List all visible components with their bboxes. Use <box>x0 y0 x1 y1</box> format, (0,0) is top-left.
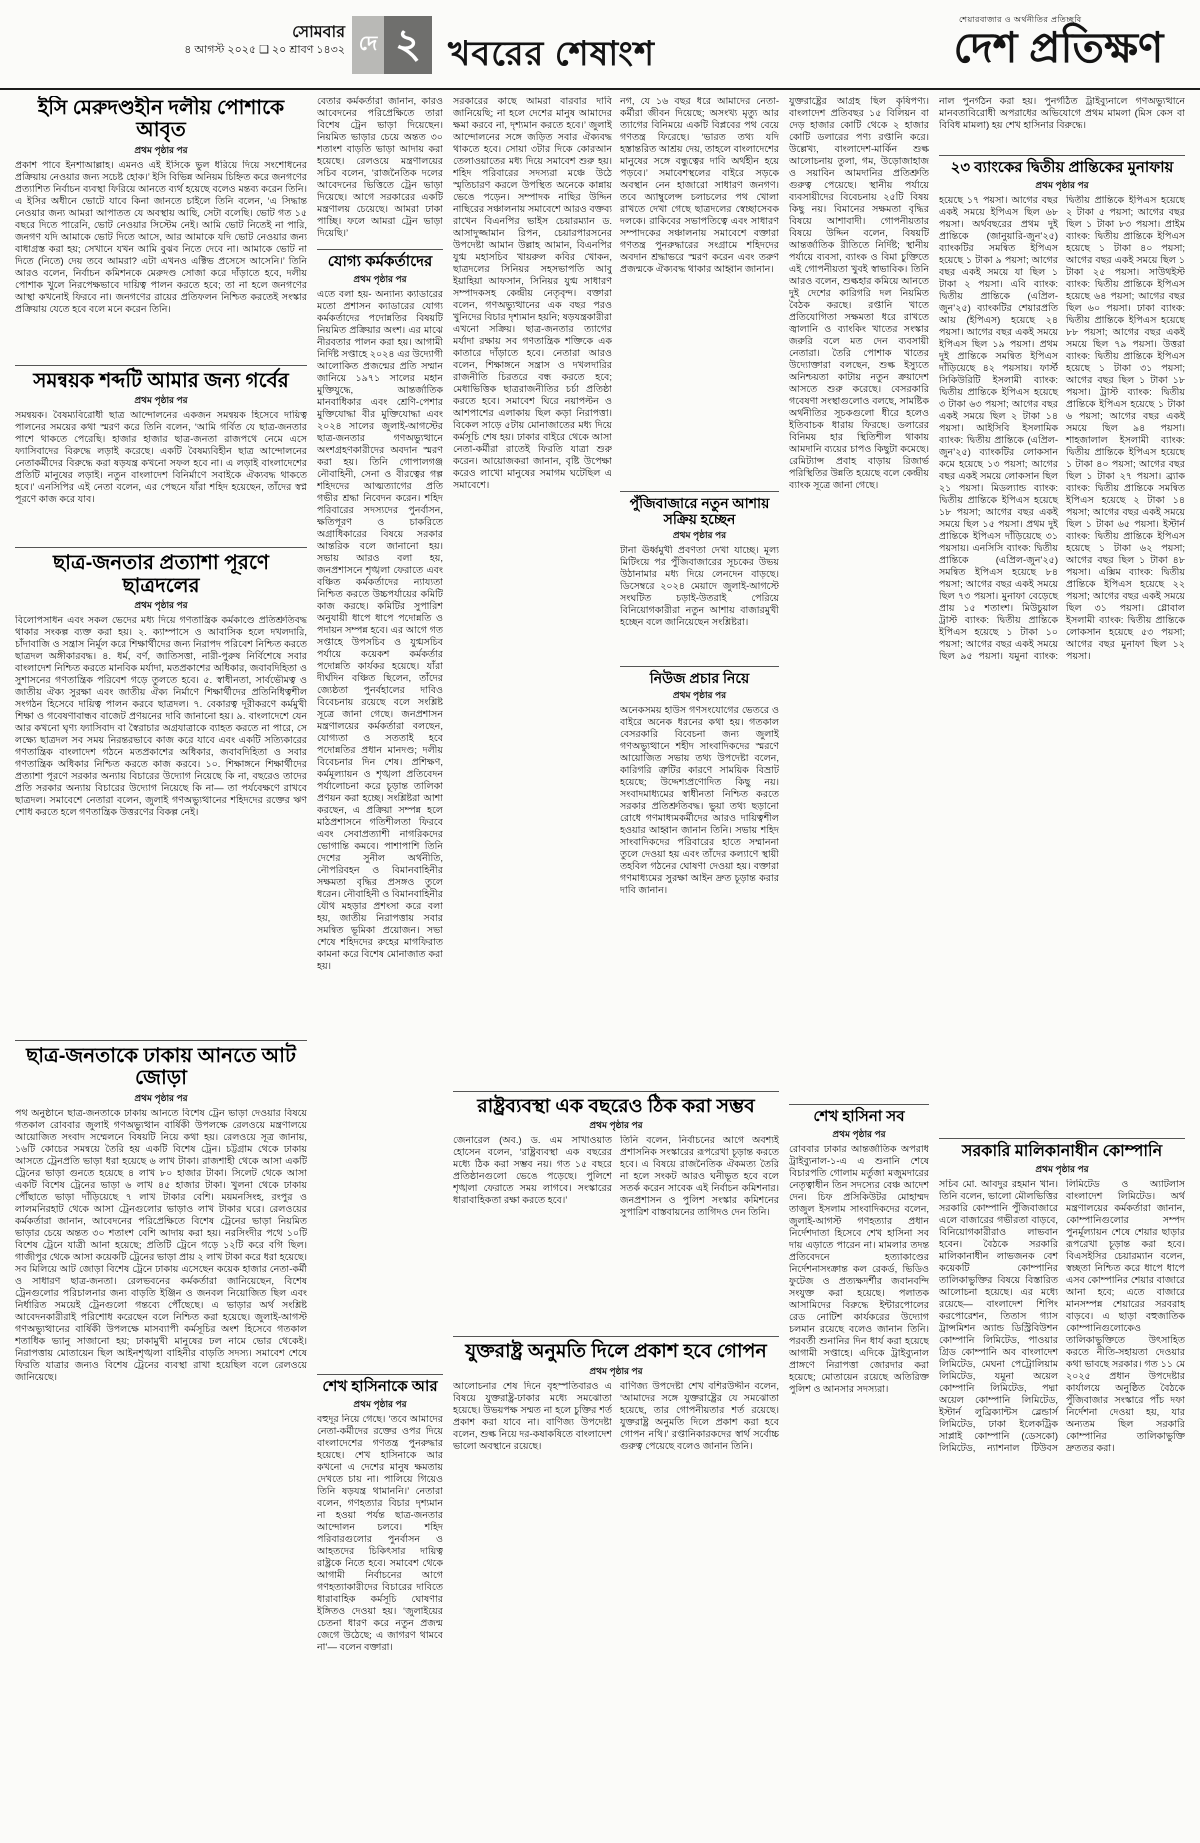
article-rastro <box>453 1091 779 1135</box>
article-body: তিনি বলেন, নির্বাচনের আগে অবশ্যই প্রশাসনিক সংস্কারের রূপরেখা চূড়ান্ত করতে হবে। এ বিষয়ে রাজনৈতিক ঐকমত্য তৈরি না হলে সংকট আরও ঘনীভূত হবে বলে সতর্ক করেন সাবেক এই নির্বাচন কমিশনার। জনপ্রশাসন ও পুলিশ সংস্কার কমিশনের সুপারিশ বাস্তবায়নের তাগিদও দেন তিনি। <box>620 1135 779 1219</box>
article-headline: শেখ হাসিনা সব <box>813 1108 905 1125</box>
continued-from-page-1-label: প্রথম পৃষ্ঠার পর <box>589 1120 643 1131</box>
article-headline: ২৩ ব্যাংকের দ্বিতীয় প্রান্তিকের মুনাফায় <box>950 159 1174 176</box>
section-title: খবরের শেষাংশ <box>448 35 656 73</box>
masthead <box>931 14 1186 71</box>
article-jogyo <box>317 249 443 1371</box>
article-headline: যুক্তরাষ্ট্র অনুমতি দিলে প্রকাশ হবে গোপন <box>465 1341 767 1363</box>
column-3-4 <box>453 96 779 1831</box>
article-somonnoyok <box>15 365 307 544</box>
sub-column-4 <box>620 96 779 1088</box>
article-body: টানা ঊর্ধ্বমুখী প্রবণতা দেখা যাচ্ছে। মূল্য মিটিংয়ে পর পুঁজিবাজারের সূচকের উভয় উঠানামার মধ্য দিয়ে লেনদেন বাড়ছে। ডিসেম্বরে ২০২৪ মেয়াদে জুলাই-আগস্টে সংঘটিত চড়াই-উতরাই পেরিয়ে বিনিয়োগকারীরা নতুন আশায় বাজারমুখী হচ্ছেন বলে জানিয়েছেন সংশ্লিষ্টরা। <box>620 545 779 629</box>
article-jukto <box>453 1336 779 1380</box>
article-body: বাণিজ্য উপদেষ্টা শেখ বশিরউদ্দীন বলেন, ‘আমাদের সঙ্গে যুক্তরাষ্ট্রের যে সমঝোতা হয়েছে, তার গোপনীয়তার শর্ত রয়েছে। যুক্তরাষ্ট্র অনুমতি দিলে প্রকাশ করা হবে গোপন নথি।’ রপ্তানিকারকদের স্বার্থ সর্বোচ্চ গুরুত্ব পেয়েছে বলেও জানান তিনি। <box>620 1380 779 1452</box>
article-train <box>15 1040 307 1831</box>
article-sarkari <box>939 1138 1185 1831</box>
article-headline: যোগ্য কর্মকর্তাদের <box>327 253 433 270</box>
article-body: পথ অনুষ্ঠানে ছাত্র-জনতাকে ঢাকায় আনতে বিশেষ ট্রেন ভাড়া দেওয়ার বিষয়ে গতকাল রোববার জুলাই গণঅভ্যুত্থান বার্ষিকী উপলক্ষে রেলওয়ে মন্ত্রণালয়ে আয়োজিত সংবাদ সম্মেলনে বিষয়টি নিয়ে কথা হয়। রেলওয়ে সূত্র জানায়, ১৬টি কোচের সমন্বয়ে তৈরি হয় একটি বিশেষ ট্রেন। চট্টগ্রাম থেকে ঢাকায় আসতে ট্রেনপ্রতি ভাড়া ধরা হয়েছে ৬ লাখ টাকা। রাজশাহী থেকে আসা একটি ট্রেনের ভাড়া গুনতে হয়েছে ৪ লাখ ৮০ হাজার টাকা। সিলেট থেকে আসা একটি বিশেষ ট্রেনের ভাড়া ৬ লাখ ৪৫ হাজার টাকা। খুলনা থেকে ঢাকায় পৌঁছাতে ভাড়া দাঁড়িয়েছে ৭ লাখ টাকার বেশি। ময়মনসিংহ, রংপুর ও লালমনিরহাট থেকে আসা ট্রেনগুলোর ভাড়াও লাখ টাকার ঘরে। রেলওয়ের কর্মকর্তারা জানান, আবেদনের পরিপ্রেক্ষিতে বিশেষ ট্রেনের ভাড়া নিয়মিত ভাড়ার চেয়ে অন্তত ৩০ শতাংশ বেশি আদায় করা হয়। নরসিংদীর পথে ১০টি বিশেষ ট্রেনে যাত্রী আনা হয়েছে; প্রতিটি ট্রেনে গড়ে ১২টি করে বগি ছিল। গাজীপুর থেকে আসা কয়েকটি ট্রেনের ভাড়া প্রায় ২ লাখ টাকা করে ধরা হয়েছে। সব মিলিয়ে আট জোড়া বিশেষ ট্রেনে ঢাকায় এসেছেন কয়েক হাজার নেতা-কর্মী ও সাধারণ ছাত্র-জনতা। রেলভবনের কর্মকর্তারা জানিয়েছেন, বিশেষ ট্রেনগুলোর পরিচালনার জন্য বাড়তি ইঞ্জিন ও জনবল নিয়োজিত ছিল এবং নির্ধারিত সময়েই ট্রেনগুলো গন্তব্যে পৌঁছেছে। এ ভাড়ার অর্থ সংশ্লিষ্ট আবেদনকারীরাই পরিশোধ করেছেন বলে নিশ্চিত করা হয়েছে। জুলাই-আগস্ট গণঅভ্যুত্থানের বার্ষিকী উপলক্ষে মাসব্যাপী কর্মসূচির অংশ হিসেবে গতকাল শতাধিক ভ্যানু সাজানো হয়; ঢাকামুখী মানুষের ঢল নামে ভোর থেকেই। নিরাপত্তায় মোতায়েন ছিল আইনশৃঙ্খলা বাহিনীর বাড়তি সদস্য। সমাবেশ শেষে ফিরতি যাত্রার জন্যও বিশেষ ট্রেনের ব্যবস্থা রাখা হয়েছিল বলে রেলওয়ে জানিয়েছে। <box>15 1107 307 1383</box>
continued-from-page-1-label: প্রথম পৃষ্ঠার পর <box>672 690 727 701</box>
page-number: ২ <box>384 16 432 74</box>
article-body: অনেকসময় হাউস গণসংযোগের ভেতরে ও বাইরে অনেক ধরনের কথা হয়। গতকাল বেসরকারি বিবেচনা জন্য জুলাই গণঅভ্যুত্থানে শহীদ সাংবাদিকদের স্মরণে আয়োজিত সভায় তথ্য উপদেষ্টা বলেন, কারিগরি ত্রুটির কারণে সাময়িক বিভ্রাট হয়েছে; উদ্দেশ্যপ্রণোদিত কিছু নয়। সংবাদমাধ্যমের স্বাধীনতা নিশ্চিত করতে সরকার প্রতিশ্রুতিবদ্ধ। ভুয়া তথ্য ছড়ানো রোধে গণমাধ্যমকর্মীদের আরও দায়িত্বশীল হওয়ার আহ্বান জানান তিনি। সভায় শহিদ সাংবাদিকদের পরিবারের হাতে সম্মাননা তুলে দেওয়া হয় এবং তাঁদের কল্যাণে স্থায়ী তহবিল গঠনের ঘোষণা দেওয়া হয়। বক্তারা গণমাধ্যমের সুরক্ষা আইন দ্রুত চূড়ান্ত করার দাবি জানান। <box>620 705 779 897</box>
page-number-badge <box>352 16 432 74</box>
article-body: আলোচনার শেষ দিনে বৃহস্পতিবারও এ বিষয়ে যুক্তরাষ্ট্র-ঢাকার মধ্যে সমঝোতা হয়েছে। উভয়পক্ষ সম্মত না হলে চুক্তির শর্ত প্রকাশ করা যাবে না। বাণিজ্য উপদেষ্টা বলেন, শুল্ক নিয়ে দর-কষাকষিতে বাংলাদেশ ভালো অবস্থানে রয়েছে। <box>453 1380 612 1452</box>
article-headline: ছাত্র-জনতাকে ঢাকায় আনতে আট জোড়া <box>26 1044 296 1090</box>
article-headline: ইসি মেরুদণ্ডহীন দলীয় পোশাকে আবৃত <box>37 97 285 142</box>
article-headline: শেখ হাসিনাকে আর <box>322 1377 438 1395</box>
article-body: এতে বলা হয়- অন্যান্য ক্যাডারের মতো প্রশাসন ক্যাডারের যোগ্য কর্মকর্তাদের পদোন্নতির বিষয়টি নিয়মিত প্রক্রিয়ার অংশ। এর মাঝে নীরবতার পালন করা হয়। আগামী নির্দিষ্ট সপ্তাহে ২০২৪ এর উদ্যোগী আলোকিত প্রজন্মের প্রতি সম্মান জানিয়ে ১৯৭১ সালের মহান মুক্তিযুদ্ধে, আন্তর্জাতিক মানবাধিকার এবং শ্রেণি-পেশার মুক্তিযোদ্ধা বীর মুক্তিযোদ্ধা এবং ২০২৪ সালের জুলাই-আগস্টের ছাত্র-জনতার গণঅভ্যুত্থানে অংশগ্রহণকারীদের অবদান স্মরণ করা হয়। তিনি গোপালগঞ্জ নৌবাহিনী, সেনা ও বীরত্বের গল্প শহিদদের আত্মত্যাগের প্রতি গভীর শ্রদ্ধা নিবেদন করেন। শহিদ পরিবারের সদস্যদের পুনর্বাসন, ক্ষতিপূরণ ও চাকরিতে অগ্রাধিকারের বিষয়ে সরকার আন্তরিক বলে জানানো হয়। সভায় আরও বলা হয়, জনপ্রশাসনে শৃঙ্খলা ফেরাতে এবং বঞ্চিত কর্মকর্তাদের ন্যায্যতা নিশ্চিত করতে উচ্চপর্যায়ের কমিটি কাজ করছে। কমিটির সুপারিশ অনুযায়ী ধাপে ধাপে পদোন্নতি ও পদায়ন সম্পন্ন হবে। এর আগে গত সপ্তাহে উপসচিব ও যুগ্মসচিব পর্যায়ে কয়েকশ কর্মকর্তার পদোন্নতি কার্যকর হয়েছে। যাঁরা দীর্ঘদিন বঞ্চিত ছিলেন, তাঁদের জ্যেষ্ঠতা পুনর্বহালের দাবিও বিবেচনায় রয়েছে বলে সংশ্লিষ্ট সূত্রে জানা গেছে। জনপ্রশাসন মন্ত্রণালয়ের কর্মকর্তারা বলছেন, যোগ্যতা ও সততাই হবে পদোন্নতির প্রধান মানদণ্ড; দলীয় বিবেচনার দিন শেষ। প্রশিক্ষণ, কর্মমূল্যায়ন ও শৃঙ্খলা প্রতিবেদন পর্যালোচনা করে চূড়ান্ত তালিকা প্রণয়ন করা হচ্ছে। সংশ্লিষ্টরা আশা করছেন, এ প্রক্রিয়া সম্পন্ন হলে মাঠপ্রশাসনে গতিশীলতা ফিরবে এবং সেবাপ্রত্যাশী নাগরিকদের ভোগান্তি কমবে। পাশাপাশি তিনি দেশের সুনীল অর্থনীতি, নৌপরিবহন ও বিমানবাহিনীর সক্ষমতা বৃদ্ধির প্রসঙ্গও তুলে ধরেন। নৌবাহিনী ও বিমানবাহিনীর যৌথ মহড়ার প্রশংসা করে বলা হয়, জাতীয় নিরাপত্তায় সবার সমন্বিত ভূমিকা প্রয়োজন। সভা শেষে শহিদদের রুহের মাগফিরাত কামনা করে বিশেষ মোনাজাত করা হয়। <box>317 288 443 972</box>
article-headline: সমন্বয়ক শব্দটি আমার জন্য গর্বের <box>33 369 289 392</box>
continued-from-page-1-label: প্রথম পৃষ্ঠার পর <box>353 273 407 284</box>
continued-from-page-1-label: প্রথম পৃষ্ঠার পর <box>672 530 727 541</box>
article-pujibazar <box>620 491 779 663</box>
header-rule <box>0 88 1200 90</box>
column-lead-body: সরকারের কাছে আমরা বারবার দাবি জানিয়েছি; না হলে দেশের মানুষ আমাদের ক্ষমা করবে না, দৃশ্যমান করতে হবে।’ জুলাই আন্দোলনের সঙ্গে জড়িত সবার ঐক্যবদ্ধ থাকতে হবে। সোয়া ৩টার দিকে কোরআন তেলাওয়াতের মধ্য দিয়ে সমাবেশ শুরু হয়। শহিদ পরিবারের সদস্যরা মঞ্চে উঠে স্মৃতিচারণ করলে উপস্থিত অনেকে কান্নায় ভেঙে পড়েন। সম্পাদক নাছির উদ্দিন নাছিরের সঞ্চালনায় সমাবেশে আরও বক্তব্য রাখেন বিএনপির ভাইস চেয়ারম্যান ড. আসাদুজ্জামান রিপন, চেয়ারপারসনের উপদেষ্টা আমান উল্লাহ আমান, বিএনপির যুগ্ম মহাসচিব খায়রুল কবির খোকন, ছাত্রদলের সিনিয়র সহসভাপতি আবু ইয়াহিয়া আফসান, সিনিয়র যুগ্ম সাধারণ সম্পাদকসহ কেন্দ্রীয় নেতৃবৃন্দ। বক্তারা বলেন, গণঅভ্যুত্থানের এক বছর পরও খুনিদের বিচার দৃশ্যমান হয়নি; ষড়যন্ত্রকারীরা এখনো সক্রিয়। ছাত্র-জনতার ত্যাগের মর্যাদা রক্ষায় সব গণতান্ত্রিক শক্তিকে এক কাতারে দাঁড়াতে হবে। নেতারা আরও বলেন, শিক্ষাঙ্গনে সন্ত্রাস ও দখলদারির রাজনীতি চিরতরে বন্ধ করতে হবে; মেধাভিত্তিক ছাত্ররাজনীতির চর্চা প্রতিষ্ঠা করতে হবে। সমাবেশ ঘিরে নয়াপল্টন ও আশপাশের এলাকায় ছিল কড়া নিরাপত্তা। বিকেল সাড়ে ৫টায় মোনাজাতের মধ্য দিয়ে কর্মসূচি শেষ হয়। ঢাকার বাইরে থেকে আসা নেতা-কর্মীরা রাতেই ফিরতি যাত্রা শুরু করেন। আয়োজকরা জানান, বৃষ্টি উপেক্ষা করেও লাখো মানুষের সমাগম ঘটেছিল এ সমাবেশে। <box>453 96 612 491</box>
two-column-block <box>453 96 779 1088</box>
continued-from-page-1-label: প্রথম পৃষ্ঠার পর <box>134 599 188 610</box>
column-2 <box>317 96 443 1831</box>
column-6 <box>939 96 1185 1831</box>
article-isi <box>15 96 307 362</box>
two-column-block <box>453 1381 779 1831</box>
sub-column-3 <box>453 96 612 1088</box>
article-body: সচিব মো. আবদুর রহমান খান। তিনি বলেন, ভালো মৌলভিত্তির সরকারি কোম্পানি পুঁজিবাজারে এলে বাজারের গভীরতা বাড়বে, বিনিয়োগকারীরাও লাভবান হবেন। বৈঠকে সরকারি মালিকানাধীন লাভজনক বেশ কয়েকটি কোম্পানির তালিকাভুক্তির বিষয়ে বিস্তারিত আলোচনা হয়েছে। এর মধ্যে রয়েছে— বাংলাদেশ শিপিং করপোরেশন, তিতাস গ্যাস ট্রান্সমিশন অ্যান্ড ডিস্ট্রিবিউশন কোম্পানি লিমিটেড, পাওয়ার গ্রিড কোম্পানি অব বাংলাদেশ লিমিটেড, মেঘনা পেট্রোলিয়াম লিমিটেড, যমুনা অয়েল কোম্পানি লিমিটেড, পদ্মা অয়েল কোম্পানি লিমিটেড, ইস্টার্ন লুব্রিক্যান্টস ব্লেন্ডার্স লিমিটেড, ঢাকা ইলেকট্রিক সাপ্লাই কোম্পানি (ডেসকো) লিমিটেড, ন্যাশনাল টিউবস লিমিটেড ও অ্যাটলাস বাংলাদেশ লিমিটেড। অর্থ মন্ত্রণালয়ের কর্মকর্তারা জানান, কোম্পানিগুলোর সম্পদ পুনর্মূল্যায়ন শেষে শেয়ার ছাড়ার রূপরেখা চূড়ান্ত করা হবে। বিএসইসির চেয়ারম্যান বলেন, স্বচ্ছতা নিশ্চিত করে ধাপে ধাপে এসব কোম্পানির শেয়ার বাজারে আনা হবে; এতে বাজারে মানসম্পন্ন শেয়ারের সরবরাহ বাড়বে। এ ছাড়া বহুজাতিক কোম্পানিগুলোকেও তালিকাভুক্তিতে উৎসাহিত করতে নীতি-সহায়তা দেওয়ার কথা ভাবছে সরকার। গত ১১ মে ২০২৫ প্রধান উপদেষ্টার কার্যালয়ে অনুষ্ঠিত বৈঠকে পুঁজিবাজার সংস্কারে পাঁচ দফা নির্দেশনা দেওয়া হয়, যার অন্যতম ছিল সরকারি কোম্পানির তালিকাভুক্তি দ্রুততর করা। <box>939 1178 1185 1454</box>
paper-monogram: দে <box>352 16 384 74</box>
continued-from-page-1-label: প্রথম পৃষ্ঠার পর <box>589 1365 643 1376</box>
continued-from-page-1-label: প্রথম পৃষ্ঠার পর <box>134 1092 188 1103</box>
content-columns <box>15 96 1185 1831</box>
masthead-tagline: শেয়ারবাজার ও অর্থনীতির প্রতিচ্ছবি <box>959 15 1082 24</box>
article-hasina-ar <box>317 1374 443 1831</box>
article-headline: সরকারি মালিকানাধীন কোম্পানি <box>961 1142 1163 1160</box>
article-chhatrodol <box>15 547 307 1037</box>
article-headline: নিউজ প্রচার নিয়ে <box>649 670 750 687</box>
masthead-title: দেশ প্রতিক্ষণ <box>953 24 1164 71</box>
article-body: বিলোপসাধন এবং সকল ভেদের মধ্য দিয়ে গণতান্ত্রিক কর্মকাণ্ডে প্রতিশ্রুতিবদ্ধ থাকার সংকল্প ব্যক্ত করা হয়। ২. ক্যাম্পাসে ও আবাসিক হলে দখলদারি, চাঁদাবাজি ও সন্ত্রাস নির্মূল করে শিক্ষার্থীদের জন্য নিরাপদ পরিবেশ নিশ্চিত করতে ছাত্রদল অঙ্গীকারবদ্ধ। ৪. ধর্ম, বর্ণ, জাতিসত্তা, নারী-পুরুষ নির্বিশেষে সবার বাংলাদেশ নিশ্চিত করতে মানবিক মর্যাদা, মতপ্রকাশের অধিকার, জবাবদিহিতা ও সুশাসনের গণতান্ত্রিক পরিবেশ গড়ে তুলতে হবে। ৫. স্বাধীনতা, সার্বভৌমত্ব ও জাতীয় ঐক্য সুরক্ষা এবং জাতীয় ঐক্য নির্মাণে শিক্ষার্থীদের প্রতিনিধিত্বশীল সংগঠন হিসেবে দায়িত্ব পালন করবে ছাত্রদল। ৭. বেকারত্ব দূরীকরণে কর্মমুখী শিক্ষা ও গবেষণাবান্ধব বাজেট প্রণয়নের দাবি জানানো হয়। ৯. বাংলাদেশে যেন আর কখনো ঘৃণ্য ফ্যাসিবাদ বা স্বৈরাচার অগ্রযাত্রাকে ব্যাহত করতে না পারে, সে লক্ষ্যে ছাত্রদল সব সময় নিরন্তরভাবে কাজ করে যাবে এবং একটি সত্যিকারের গণতান্ত্রিক বাংলাদেশ গঠনে মতপ্রকাশের অধিকার, জবাবদিহিতা ও সবার গণতান্ত্রিক অধিকার নিশ্চিত করতে কাজ করবে। ১০. শিক্ষাঙ্গনে শিক্ষার্থীদের প্রত্যাশা পূরণে সরকার অন্যায় বিচারের উদ্যোগ নিয়েছে কি না, বছরেও তাদের প্রতি সরকার অন্যায় বিচারের উদ্যোগ নিয়েছে কি না— তা পর্যবেক্ষণে রাখবে ছাত্রদল। সমাবেশে নেতারা বলেন, জুলাই গণঅভ্যুত্থানের শহিদদের রক্তের ঋণ শোধ করতে হলে গণতান্ত্রিক উত্তরণের বিকল্প নেই। <box>15 614 307 818</box>
continued-from-page-1-label: প্রথম পৃষ্ঠার পর <box>1035 1163 1089 1174</box>
column-lead-body: যুক্তরাষ্ট্রের আগ্রহ ছিল কৃষিপণ্য। বাংলাদেশ প্রতিবছর ১৫ বিলিয়ন বা দেড় হাজার কোটি থেকে ২ হাজার কোটি ডলারের পণ্য রপ্তানি করে। উল্লেখ্য, বাংলাদেশ-মার্কিন শুল্ক আলোচনায় তুলা, গম, উড়োজাহাজ ও সয়াবিন আমদানির প্রতিশ্রুতি গুরুত্ব পেয়েছে। স্থানীয় পর্যায়ে ব্যবসায়ীদের বিবেচনায় ২৫টি বিষয় কিছু নয়। বিমানের সক্ষমতা বৃদ্ধির বিষয়ে আশাবাদী। গোপনীয়তার বিষয়ে উদ্দিন বলেন, বিষয়টি আন্তর্জাতিক রীতিতে নির্দিষ্ট; স্থানীয় পর্যায়ে ব্যবসা, ব্যাংক ও বিমা চুক্তিতে এই গোপনীয়তা খুবই স্বাভাবিক। তিনি আরও বলেন, শুল্কহার কমিয়ে আনতে দুই দেশের কারিগরি দল নিয়মিত বৈঠক করছে। রপ্তানি খাতে প্রতিযোগিতা সক্ষমতা ধরে রাখতে জ্বালানি ও ব্যাংকিং খাতের সংস্কার জরুরি বলে মত দেন ব্যবসায়ী নেতারা। তৈরি পোশাক খাতের উদ্যোক্তারা বলছেন, শুল্ক ইস্যুতে অনিশ্চয়তা কাটায় নতুন ক্রয়াদেশ আসতে শুরু করেছে। বেসরকারি গবেষণা সংস্থাগুলোও বলছে, সামষ্টিক অর্থনীতির সূচকগুলো ধীরে হলেও ইতিবাচক ধারায় ফিরছে। ডলারের বিনিময় হার স্থিতিশীল থাকায় আমদানি ব্যয়ের চাপও কিছুটা কমেছে। রেমিট্যান্স প্রবাহ বাড়ায় রিজার্ভ পরিস্থিতির উন্নতি হয়েছে বলে কেন্দ্রীয় ব্যাংক সূত্রে জানা গেছে। <box>789 96 929 491</box>
article-body: প্রকাশ পাবে ইনশাআল্লাহ। এমনও এই ইসিকে ভুল ধরিয়ে দিয়ে সংশোধনের প্রক্রিয়ায় নেওয়ার জন্য সচেষ্ট হোক।’ ইসি বিভিন্ন অনিয়ম চিহ্নিত করে জনগণের প্রত্যাশিত নির্বাচন ব্যবস্থা ফিরিয়ে আনতে ব্যর্থ হয়েছে বলেও মন্তব্য করেন তিনি। এ ইসির অধীনে ভোটে যাবে কিনা জানতে চাইলে তিনি বলেন, ‘এ সিদ্ধান্ত নেওয়ার জন্য আমরা আপাতত যে অবস্থায় আছি, সেটা বলেছি। ভোট গত ১৫ বছরে দিতে পারেনি, ভোট নেওয়ার সিস্টেম নেই। আমি ভোট নিতেই না পারি, জনগণ যদি আমাকে ভোট দিতে আসে, আর আমাকে যদি ভোট নেওয়ার জন্য বাধাগ্রস্ত করা হয়; সেখানে যখন আমি বুঝব নিতে দেবে না। আমাকে ভোট না দিতে (নিতে) দেয় তবে আমরা? এটা এখনও এক্টিভ প্রসেসে আসেনি।’ তিনি আরও বলেন, নির্বাচন কমিশনকে মেরুদণ্ড সোজা করে দাঁড়াতে হবে, দলীয় পোশাক খুলে নিরপেক্ষভাবে দায়িত্ব পালন করতে হবে; তা না হলে জনগণের আস্থা কখনোই ফিরবে না। জনগণের রায়ের প্রতিফলন নিশ্চিত করতেই সংস্কার প্রক্রিয়ায় যেতে হবে বলে মনে করেন তিনি। <box>15 159 307 315</box>
article-headline: ছাত্র-জনতার প্রত্যাশা পূরণে ছাত্রদলের <box>53 552 269 597</box>
column-lead-body: নগ, যে ১৬ বছর ধরে আমাদের নেতা-কর্মীরা জীবন দিয়েছে; অসংখ্য মৃত্যু আর ত্যাগের বিনিময়ে একটি বিপ্লবের পথ বেয়ে গণতন্ত্র ফিরেছে। ‘ভারত তথ্য যদি হস্তান্তরিত আশ্রয় দেয়, তাহলে বাংলাদেশের মানুষের সঙ্গে বন্ধুত্বের দাবি অর্থহীন হয়ে পড়বে।’ সমাবেশস্থলের বাইরে সড়কে অবস্থান নেন হাজারো সাধারণ জনগণ। তবে অ্যাম্বুলেন্স চলাচলের পথ খোলা রাখতে দেখা গেছে ছাত্রদলের স্বেচ্ছাসেবক দলকে। রাকিবের সভাপতিত্বে এবং সাধারণ সম্পাদকের সঞ্চালনায় সমাবেশে বক্তারা গণতন্ত্র পুনরুদ্ধারের সংগ্রামে শহিদদের অবদান শ্রদ্ধাভরে স্মরণ করেন এবং তরুণ প্রজন্মকে ঐক্যবদ্ধ থাকার আহ্বান জানান। <box>620 96 779 275</box>
continued-from-page-1-label: প্রথম পৃষ্ঠার পর <box>832 1128 886 1139</box>
column-lead-body: বেতার কর্মকর্তারা জানান, কারও আবেদনের পরিপ্রেক্ষিতে তারা বিশেষ ট্রেন ভাড়া দিয়েছেন। নিয়মিত ভাড়ার চেয়ে অন্তত ৩০ শতাংশ বাড়তি ভাড়া আদায় করা হয়েছে। রেলওয়ে মন্ত্রণালয়ের সচিব বলেন, ‘রাজনৈতিক দলের আবেদনের ভিত্তিতে ট্রেন ভাড়া দিয়েছে। আগে সরকারের একটি মন্ত্রণালয় চেয়েছে। আমরা ঢাকা পাচ্ছি। ফলে আমরা ট্রেন ভাড়া দিয়েছি।’ <box>317 96 443 239</box>
article-news-prochar <box>620 666 779 1088</box>
article-body: জেনারেল (অব.) ড. এম সাখাওয়াত হোসেন বলেন, ‘রাষ্ট্রব্যবস্থা এক বছরের মধ্যে ঠিক করা সম্ভব নয়। গত ১৫ বছরে প্রতিষ্ঠানগুলো ভেঙে পড়েছে। পুলিশে শৃঙ্খলা ফেরাতে সময় লাগবে। সংস্কারের ধারাবাহিকতা রক্ষা করতে হবে।’ <box>453 1135 612 1207</box>
continued-from-page-1-label: প্রথম পৃষ্ঠার পর <box>134 144 188 155</box>
column-lead-body: নাল পুনর্গঠন করা হয়। পুনর্গঠিত ট্রাইব্যুনালে গণঅভ্যুত্থানে মানবতাবিরোধী অপরাধের অভিযোগে প্রথম মামলা (মিস কেস বা বিবিধ মামলা) হয় শেখ হাসিনার বিরুদ্ধে। <box>939 96 1185 131</box>
two-column-block <box>453 1135 779 1333</box>
date-line: ৪ আগস্ট ২০২৫ ❑ ২০ শ্রাবণ ১৪৩২ <box>184 44 345 57</box>
article-body: হয়েছে ১৭ পয়সা। আগের বছর একই সময়ে ইপিএস ছিল ৬৮ পয়সা। অর্থবছরের প্রথম দুই প্রান্তিকে (জানুয়ারি-জুন’২৫) ব্যাংকটির সমন্বিত ইপিএস হয়েছে ১ টাকা ৯ পয়সা; আগের বছর একই সময়ে যা ছিল ১ টাকা ২ পয়সা। এবি ব্যাংক: দ্বিতীয় প্রান্তিকে (এপ্রিল-জুন’২৫) ব্যাংকটির শেয়ারপ্রতি আয় (ইপিএস) হয়েছে ২৪ পয়সা। আগের বছর একই সময়ে ইপিএস ছিল ১৯ পয়সা। প্রথম দুই প্রান্তিকে সমন্বিত ইপিএস দাঁড়িয়েছে ৪২ পয়সায়। ফার্স্ট সিকিউরিটি ইসলামী ব্যাংক: দ্বিতীয় প্রান্তিকে ইপিএস হয়েছে ৩ টাকা ৬৩ পয়সা; আগের বছর একই সময়ে ছিল ২ টাকা ১৪ পয়সা। আইসিবি ইসলামিক ব্যাংক: দ্বিতীয় প্রান্তিকে (এপ্রিল-জুন’২৫) ব্যাংকটির লোকসান কমে হয়েছে ১৩ পয়সা; আগের বছর একই সময়ে লোকসান ছিল ২১ পয়সা। মিডল্যান্ড ব্যাংক: দ্বিতীয় প্রান্তিকে ইপিএস হয়েছে ১৮ পয়সা; আগের বছর একই সময়ে ছিল ১৫ পয়সা। প্রথম দুই প্রান্তিকে ইপিএস দাঁড়িয়েছে ৩১ পয়সায়। এনসিসি ব্যাংক: দ্বিতীয় প্রান্তিকে (এপ্রিল-জুন’২৫) সমন্বিত ইপিএস হয়েছে ৮৪ পয়সা; আগের বছর একই সময়ে ছিল ৭৩ পয়সা। মুনাফা বেড়েছে প্রায় ১৫ শতাংশ। মিউচুয়াল ট্রাস্ট ব্যাংক: দ্বিতীয় প্রান্তিকে ইপিএস হয়েছে ১ টাকা ১০ পয়সা; আগের বছর একই সময়ে ছিল ৯৫ পয়সা। যমুনা ব্যাংক: দ্বিতীয় প্রান্তিকে ইপিএস হয়েছে ২ টাকা ৫ পয়সা; আগের বছর ছিল ১ টাকা ৮৩ পয়সা। প্রাইম ব্যাংক: দ্বিতীয় প্রান্তিকে ইপিএস হয়েছে ১ টাকা ৪০ পয়সা; আগের বছর একই সময়ে ছিল ১ টাকা ২৫ পয়সা। সাউথইস্ট ব্যাংক: দ্বিতীয় প্রান্তিকে ইপিএস হয়েছে ৬৪ পয়সা; আগের বছর ছিল ৬০ পয়সা। ঢাকা ব্যাংক: দ্বিতীয় প্রান্তিকে ইপিএস হয়েছে ৮৮ পয়সা; আগের বছর একই সময়ে ছিল ৭৯ পয়সা। উত্তরা ব্যাংক: দ্বিতীয় প্রান্তিকে ইপিএস হয়েছে ১ টাকা ৩১ পয়সা; আগের বছর ছিল ১ টাকা ১৮ পয়সা। ট্রাস্ট ব্যাংক: দ্বিতীয় প্রান্তিকে ইপিএস হয়েছে ১ টাকা ৬ পয়সা; আগের বছর একই সময়ে ছিল ৯৪ পয়সা। শাহজালাল ইসলামী ব্যাংক: দ্বিতীয় প্রান্তিকে ইপিএস হয়েছে ১ টাকা ৪০ পয়সা; আগের বছর ছিল ১ টাকা ২৭ পয়সা। ব্র্যাক ব্যাংক: দ্বিতীয় প্রান্তিকে সমন্বিত ইপিএস হয়েছে ২ টাকা ১৪ পয়সা; আগের বছর একই সময়ে ছিল ১ টাকা ৬৫ পয়সা। ইস্টার্ন ব্যাংক: দ্বিতীয় প্রান্তিকে ইপিএস হয়েছে ১ টাকা ৬২ পয়সা; আগের বছর ছিল ১ টাকা ৪৮ পয়সা। এক্সিম ব্যাংক: দ্বিতীয় প্রান্তিকে ইপিএস হয়েছে ২২ পয়সা; আগের বছর একই সময়ে ছিল ৩১ পয়সা। গ্লোবাল ইসলামী ব্যাংক: দ্বিতীয় প্রান্তিকে লোকসান হয়েছে ৫৩ পয়সা; আগের বছর মুনাফা ছিল ১২ পয়সা। <box>939 194 1185 662</box>
column-5 <box>789 96 929 1831</box>
weekday-label: সোমবার <box>292 24 345 41</box>
article-banks <box>939 155 1185 1135</box>
article-body: রোববার ঢাকার আন্তর্জাতিক অপরাধ ট্রাইব্যুনাল-১-এ এ শুনানি শেষে বিচারপতি গোলাম মর্তুজা মজুমদারের নেতৃত্বাধীন তিন সদস্যের বেঞ্চ আদেশ দেন। চিফ প্রসিকিউটর মোহাম্মদ তাজুল ইসলাম সাংবাদিকদের বলেন, জুলাই-আগস্ট গণহত্যার প্রধান নির্দেশদাতা হিসেবে শেখ হাসিনা সব দায় এড়াতে পারেন না। মামলার তদন্ত প্রতিবেদনে হত্যাকাণ্ডের নির্দেশনাসংক্রান্ত কল রেকর্ড, ভিডিও ফুটেজ ও প্রত্যক্ষদর্শীর জবানবন্দি সংযুক্ত করা হয়েছে। পলাতক আসামিদের বিরুদ্ধে ইন্টারপোলের রেড নোটিশ কার্যকরের উদ্যোগ চলমান রয়েছে বলেও জানান তিনি। পরবর্তী শুনানির দিন ধার্য করা হয়েছে আগামী সপ্তাহে। এদিকে ট্রাইব্যুনাল প্রাঙ্গণে নিরাপত্তা জোরদার করা হয়েছে; মোতায়েন রয়েছে অতিরিক্ত পুলিশ ও আনসার সদস্যরা। <box>789 1143 929 1395</box>
article-headline: পুঁজিবাজারে নতুন আশায় সক্রিয় হচ্ছেন <box>629 495 770 527</box>
continued-from-page-1-label: প্রথম পৃষ্ঠার পর <box>353 1398 407 1409</box>
continued-from-page-1-label: প্রথম পৃষ্ঠার পর <box>1035 179 1089 190</box>
date-block <box>15 24 345 57</box>
article-hasina-sob <box>789 1104 929 1831</box>
column-1 <box>15 96 307 1831</box>
continued-from-page-1-label: প্রথম পৃষ্ঠার পর <box>134 395 188 406</box>
article-headline: রাষ্ট্রব্যবস্থা এক বছরেও ঠিক করা সম্ভব <box>477 1096 755 1117</box>
article-body: সমন্বয়ক। বৈষম্যবিরোধী ছাত্র আন্দোলনের একজন সমন্বয়ক হিসেবে দায়িত্ব পালনের সময়ের কথা স্মরণ করে তিনি বলেন, ‘আমি গর্বিত যে ছাত্র-জনতার পাশে থাকতে পেরেছি। হাজার হাজার ছাত্র-জনতা রাজপথে নেমে এসে ফ্যাসিবাদের বিরুদ্ধে লড়াই করেছে। একটি বৈষম্যবিহীন ছাত্র আন্দোলনের নেতাকর্মীদের বিরুদ্ধে করা ষড়যন্ত্র কখনো সফল হবে না। এ লড়াই বাংলাদেশের প্রতিটি মানুষের লড়াই। নতুন বাংলাদেশ বিনির্মাণে সবাইকে ঐক্যবদ্ধ থাকতে হবে।’ এনসিপির এই নেতা বলেন, এর পেছনে যাঁরা শহিদ হয়েছেন, তাঁদের স্বপ্ন পূরণে কাজ করে যাব। <box>15 410 307 506</box>
article-body: বহুদূর নিয়ে গেছে। ‘তবে আমাদের নেতা-কর্মীদের রক্তের ওপর দিয়ে বাংলাদেশের গণতন্ত্র পুনরুদ্ধার হয়েছে। শেখ হাসিনাকে আর কখনো এ দেশের মানুষ ক্ষমতায় দেখতে চায় না। পালিয়ে গিয়েও তিনি ষড়যন্ত্র থামাননি।’ নেতারা বলেন, গণহত্যার বিচার দৃশ্যমান না হওয়া পর্যন্ত ছাত্র-জনতার আন্দোলন চলবে। শহিদ পরিবারগুলোর পুনর্বাসন ও আহতদের চিকিৎসার দায়িত্ব রাষ্ট্রকে নিতে হবে। সমাবেশ থেকে আগামী নির্বাচনের আগে গণহত্যাকারীদের বিচারের দাবিতে ধারাবাহিক কর্মসূচি ঘোষণার ইঙ্গিতও দেওয়া হয়। ‘জুলাইয়ের চেতনা ধারণ করে নতুন প্রজন্ম জেগে উঠেছে; এ জাগরণ থামবে না’— বলেন বক্তারা। <box>317 1413 443 1653</box>
